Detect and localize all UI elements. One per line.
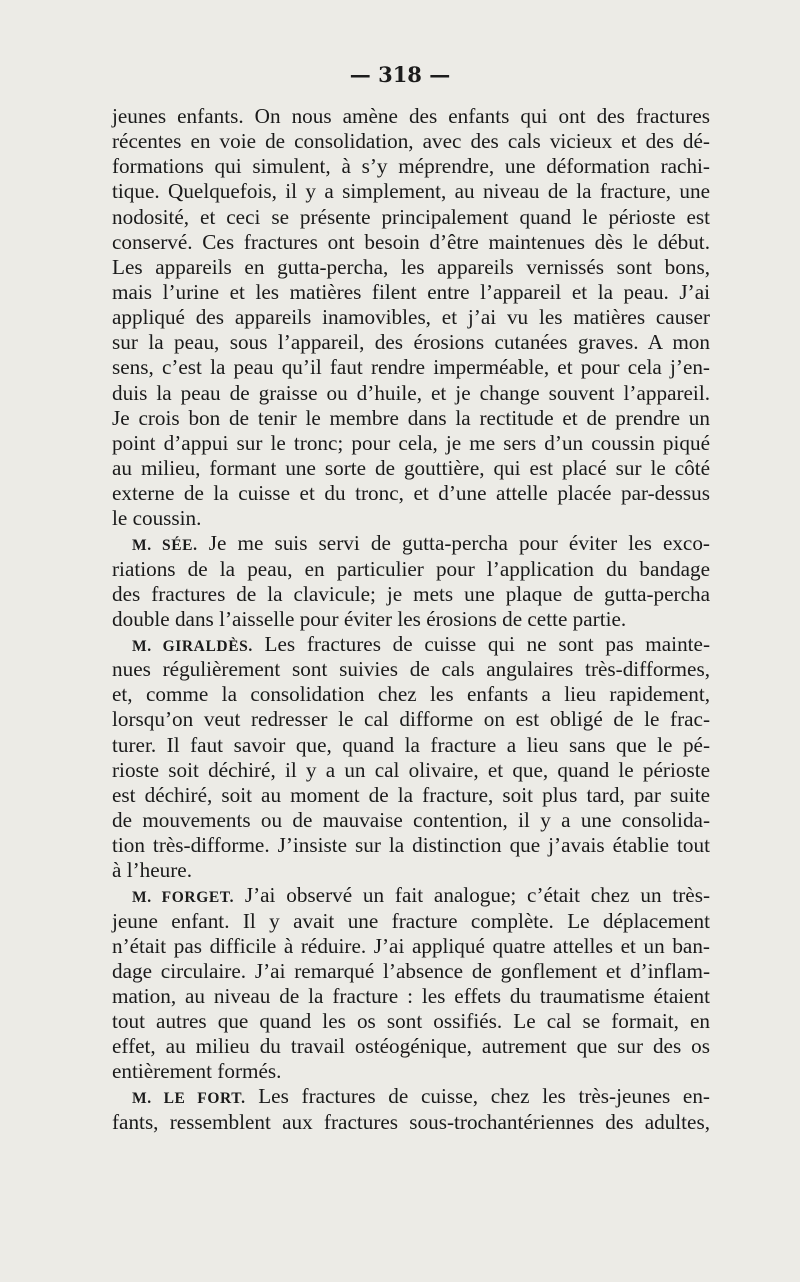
speaker-name: M. LE FORT. — [132, 1090, 246, 1108]
text-line — [112, 431, 710, 456]
text-line — [112, 154, 710, 179]
text-line — [112, 707, 710, 732]
line-text: lorsqu’on veut redresser le cal difforme on est obligé de le frac- — [112, 707, 710, 732]
line-text: nodosité, et ceci se présente principalement quand le périoste est — [112, 204, 710, 229]
line-text: rioste soit déchiré, il y a un cal olivaire, et que, quand le périoste — [112, 757, 710, 782]
line-text: Les appareils en gutta-percha, les appareils vernissés sont bons, — [112, 254, 710, 279]
text-line — [112, 657, 710, 682]
text-line — [112, 205, 710, 230]
line-text: dage circulaire. J’ai remarqué l’absence de gonflement et d’inflam- — [112, 958, 710, 983]
speaker-name: M. FORGET. — [132, 889, 235, 907]
line-text: tout autres que quand les os sont ossifiés. Le cal se formait, en — [112, 1009, 710, 1034]
text-line — [112, 808, 710, 833]
line-text: sens, c’est la peau qu’il faut rendre imperméable, et pour cela j’en- — [112, 355, 710, 380]
speaker-name: M. SÉE. — [132, 537, 198, 555]
text-line — [112, 305, 710, 330]
text-line — [112, 179, 710, 204]
text-line — [112, 1009, 710, 1034]
text-line — [112, 959, 710, 984]
text-line — [112, 255, 710, 280]
line-text: et, comme la consolidation chez les enfants a lieu rapidement, — [112, 682, 710, 707]
line-text: le coussin. — [112, 506, 202, 531]
line-text: de mouvements ou de mauvaise contention, il y a une consolida- — [112, 807, 710, 832]
text-line — [112, 481, 710, 506]
text-line — [112, 582, 710, 607]
text-line — [112, 607, 710, 632]
body-text — [112, 104, 710, 1135]
text-line — [112, 783, 710, 808]
text-line — [112, 984, 710, 1009]
page-number: — 318 — — [349, 62, 451, 87]
line-text: fants, ressemblent aux fractures sous-trochantériennes des adultes, — [112, 1109, 710, 1134]
line-text: formations qui simulent, à s’y méprendre, une déformation rachi- — [112, 154, 710, 179]
text-line — [112, 934, 710, 959]
line-text: duis la peau de graisse ou d’huile, et je change souvent l’appareil. — [112, 380, 710, 405]
text-line — [112, 758, 710, 783]
line-text: des fractures de la clavicule; je mets une plaque de gutta-percha — [112, 581, 710, 606]
line-text: n’était pas difficile à réduire. J’ai appliqué quatre attelles et un ban- — [112, 933, 710, 958]
text-line — [112, 330, 710, 355]
text-line — [112, 833, 710, 858]
line-text: à l’heure. — [112, 858, 192, 883]
text-line — [112, 632, 710, 657]
line-text: nues régulièrement sont suivies de cals angulaires très-difformes, — [112, 657, 710, 682]
text-line — [112, 909, 710, 934]
line-text: entièrement formés. — [112, 1059, 282, 1084]
line-text: mation, au niveau de la fracture : les effets du traumatisme étaient — [112, 983, 710, 1008]
speaker-name: M. GIRALDÈS. — [132, 637, 253, 655]
text-line — [112, 506, 710, 531]
text-line — [112, 104, 710, 129]
text-line — [112, 1034, 710, 1059]
text-line — [112, 406, 710, 431]
line-text: appliqué des appareils inamovibles, et j’ai vu les matières causer — [112, 305, 710, 330]
line-text: point d’appui sur le tronc; pour cela, je me sers d’un coussin piqué — [112, 430, 710, 455]
line-text: turer. Il faut savoir que, quand la fracture a lieu sans que le pé- — [112, 732, 710, 757]
text-line — [112, 230, 710, 255]
text-line — [112, 456, 710, 481]
text-line — [112, 682, 710, 707]
line-text: Je crois bon de tenir le membre dans la rectitude et de prendre un — [112, 405, 710, 430]
text-line — [112, 1059, 710, 1084]
line-text: tique. Quelquefois, il y a simplement, au niveau de la fracture, une — [112, 179, 710, 204]
line-text: riations de la peau, en particulier pour l’application du bandage — [112, 556, 710, 581]
text-line — [112, 280, 710, 305]
line-text: effet, au milieu du travail ostéogénique, autrement que sur des os — [112, 1034, 710, 1059]
text-line — [112, 883, 710, 908]
text-line — [112, 355, 710, 380]
text-line — [112, 858, 710, 883]
line-text: jeunes enfants. On nous amène des enfants qui ont des fractures — [112, 104, 710, 128]
text-line — [112, 531, 710, 556]
text-line — [112, 557, 710, 582]
line-text: au milieu, formant une sorte de gouttière, qui est placé sur le côté — [112, 455, 710, 480]
line-text: Les fractures de cuisse qui ne sont pas mainte- — [252, 631, 711, 656]
line-text: jeune enfant. Il y avait une fracture complète. Le déplacement — [112, 908, 710, 933]
text-line — [112, 129, 710, 154]
text-line — [112, 1110, 710, 1135]
line-text: Les fractures de cuisse, chez les très-jeunes en- — [245, 1084, 710, 1109]
line-text: J’ai observé un fait analogue; c’était chez un très- — [234, 883, 710, 908]
line-text: mais l’urine et les matières filent entre l’appareil et la peau. J’ai — [112, 279, 710, 304]
line-text: conservé. Ces fractures ont besoin d’être maintenues dès le début. — [112, 229, 710, 254]
line-text: tion très-difforme. J’insiste sur la distinction que j’avais établie tout — [112, 833, 710, 858]
line-text: sur la peau, sous l’appareil, des érosions cutanées graves. A mon — [112, 330, 710, 355]
line-text: double dans l’aisselle pour éviter les érosions de cette partie. — [112, 606, 627, 631]
line-text: est déchiré, soit au moment de la fracture, soit plus tard, par suite — [112, 782, 710, 807]
text-line — [112, 733, 710, 758]
line-text: récentes en voie de consolidation, avec des cals vicieux et des dé- — [112, 129, 710, 154]
line-text: Je me suis servi de gutta-percha pour éviter les exco- — [197, 531, 710, 556]
text-line — [112, 381, 710, 406]
text-line — [112, 1084, 710, 1109]
line-text: externe de la cuisse et du tronc, et d’une attelle placée par-dessus — [112, 481, 710, 506]
